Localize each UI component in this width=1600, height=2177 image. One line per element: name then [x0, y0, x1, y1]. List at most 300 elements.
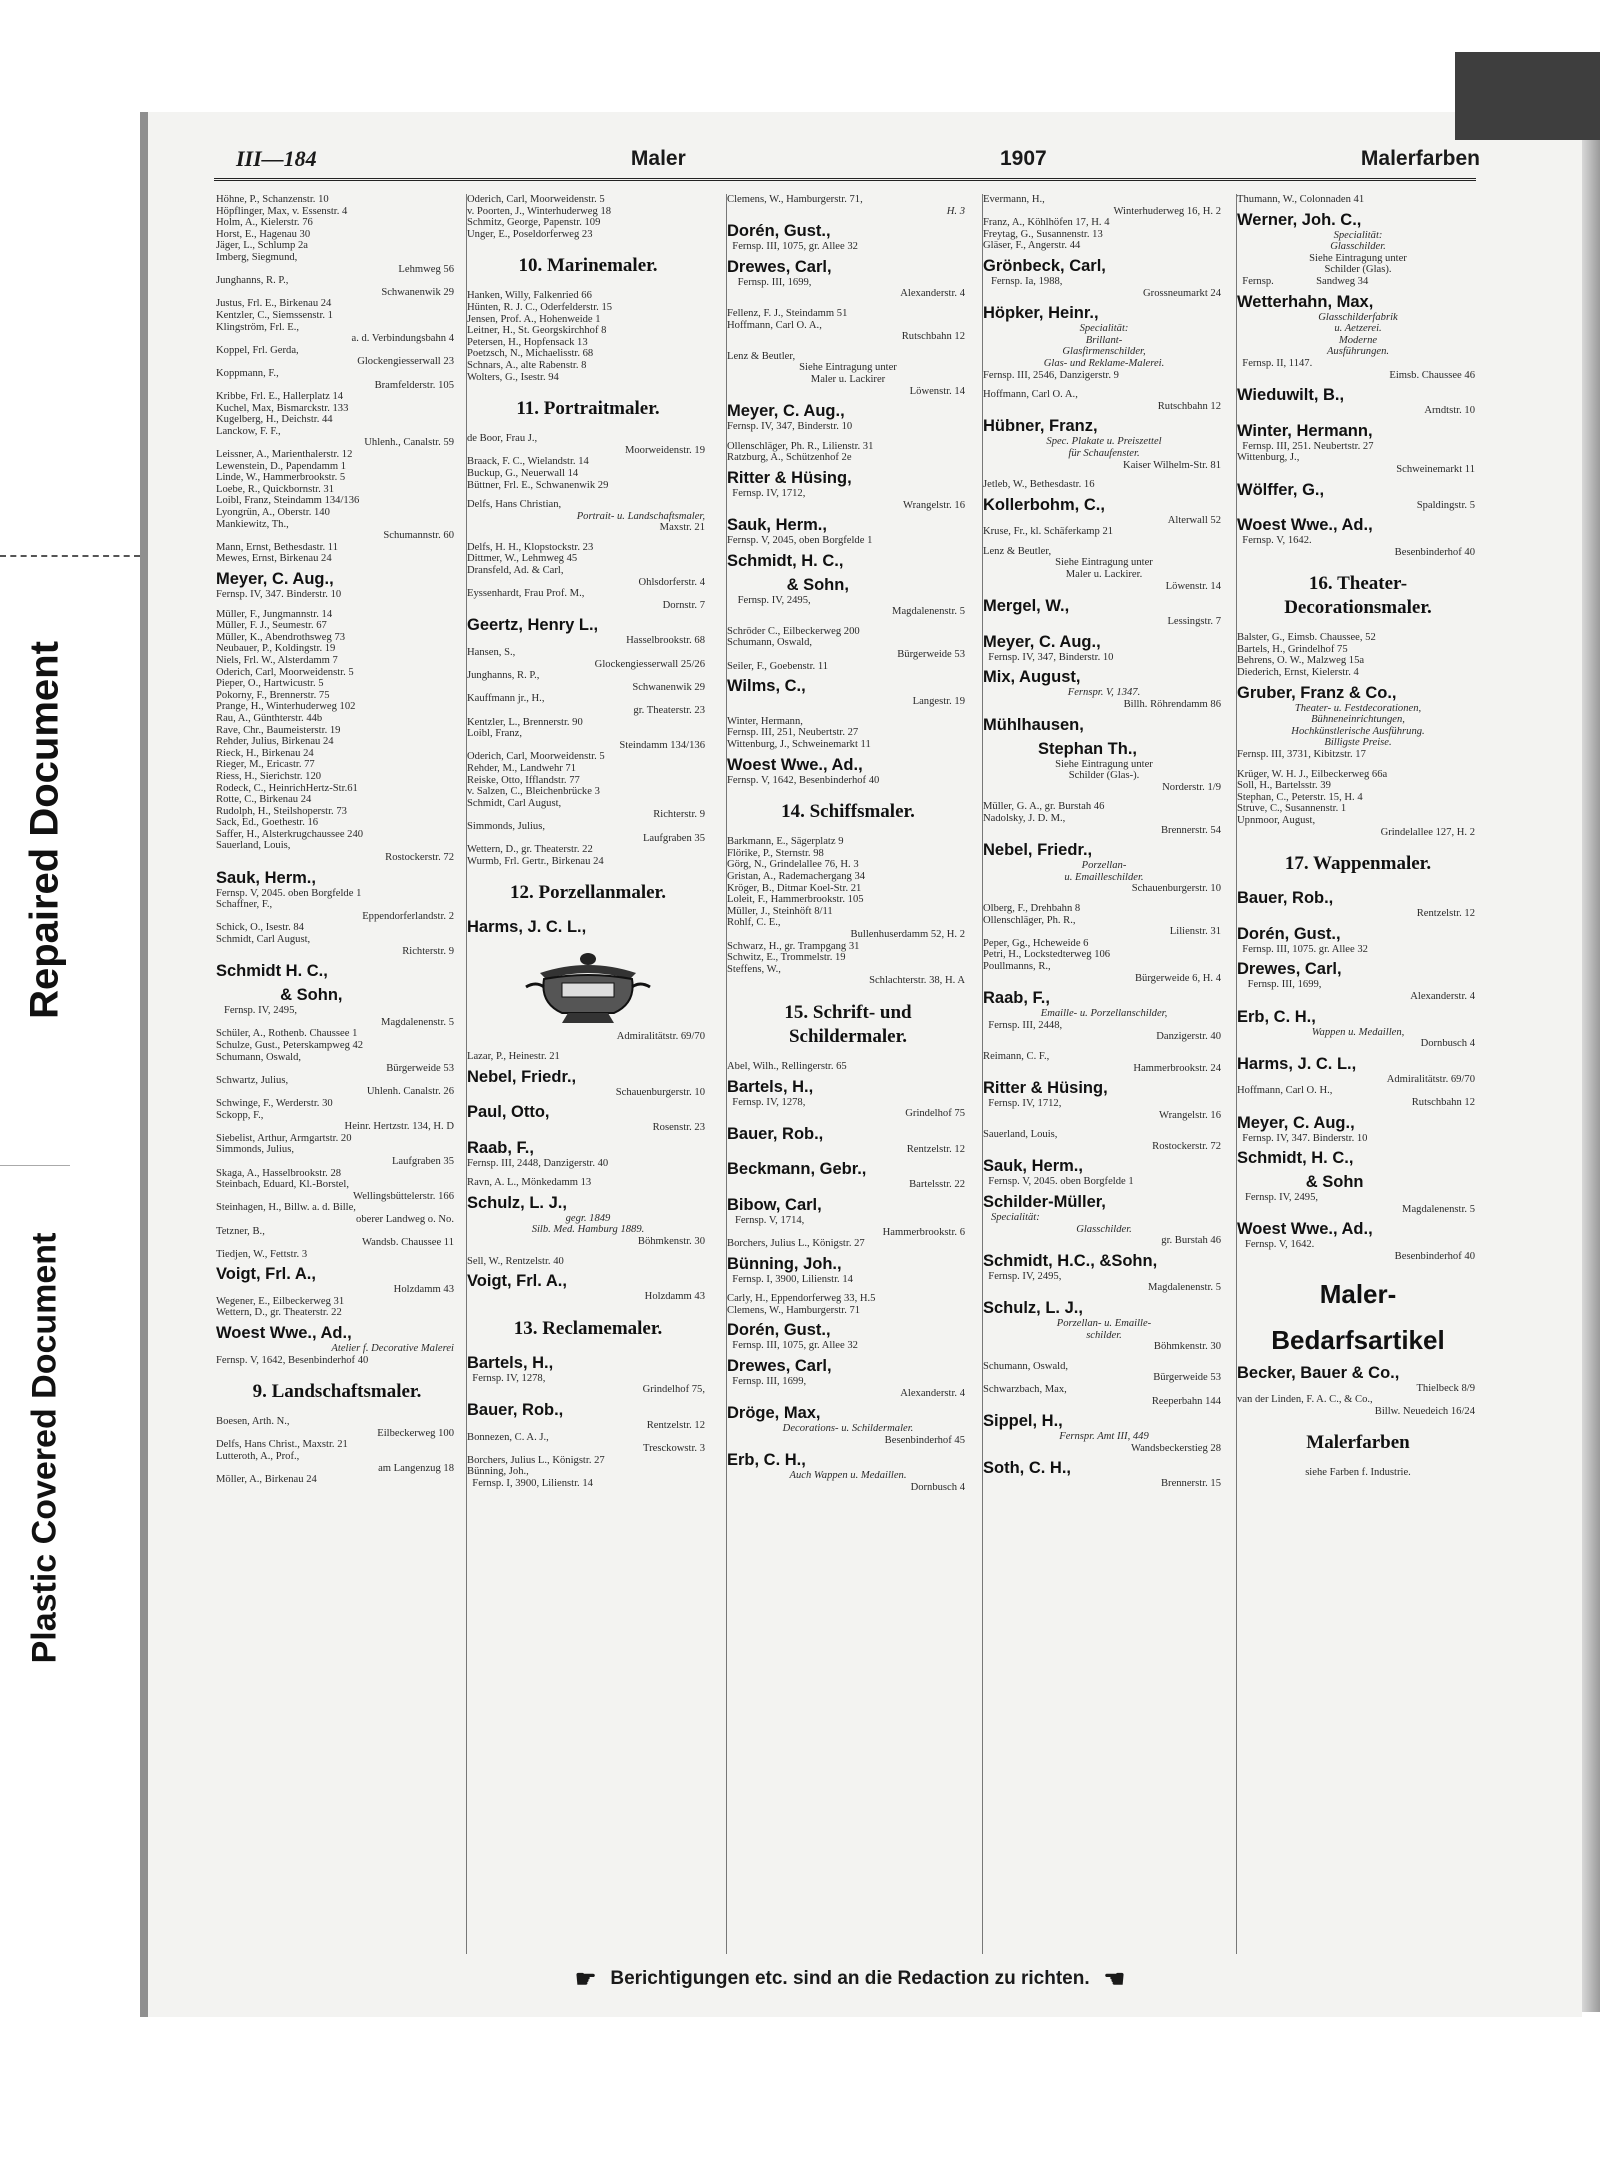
directory-entry: Peper, Gg., Hcheweide 6	[983, 937, 1089, 949]
directory-entry: Schlachterstr. 38, H. A	[869, 975, 965, 987]
spacer	[1237, 761, 1479, 769]
page-header	[236, 145, 1480, 173]
directory-entry: Siehe Eintragung unter	[1055, 557, 1153, 569]
directory-entry: Uhlenh. Canalstr. 26	[366, 1086, 454, 1098]
directory-entry: Horst, E., Hagenau 30	[216, 228, 311, 240]
firm-name: Bünning, Joh.,	[727, 1254, 842, 1273]
firm-name: Soth, C. H.,	[983, 1459, 1071, 1478]
firm-name: Kollerbohm, C.,	[983, 495, 1105, 514]
ad-heading: Bedarfsartikel	[1271, 1324, 1445, 1355]
directory-entry: Fernsp. IV, 2495,	[1237, 1192, 1319, 1204]
directory-entry: Alexanderstr. 4	[900, 288, 965, 300]
firm-name: Sauk, Herm.,	[727, 516, 827, 535]
firm-name: Wetterhahn, Max,	[1237, 292, 1374, 311]
directory-entry: Steinhagen, H., Billw. a. d. Bille,	[216, 1202, 356, 1214]
header-year: 1907	[999, 147, 1047, 170]
directory-entry: Alexanderstr. 4	[900, 1387, 965, 1399]
firm-name: Schulz, L. J.,	[983, 1299, 1083, 1318]
directory-entry: Schwanenwik 29	[632, 681, 705, 693]
pointing-hand-left-icon: ☛	[574, 1965, 597, 1993]
directory-entry: Barkmann, E., Sägerplatz 9	[727, 836, 844, 848]
side-label-panel	[0, 0, 90, 2177]
firm-name: Sauk, Herm.,	[216, 868, 316, 887]
directory-entry: Eimsb. Chaussee 46	[1389, 369, 1475, 381]
firm-name: Dorén, Gust.,	[727, 1321, 831, 1340]
directory-entry: Dornbusch 4	[1420, 1038, 1475, 1050]
directory-entry: Rieck, H., Birkenau 24	[216, 747, 314, 759]
directory-entry: Fellenz, F. J., Steindamm 51	[727, 307, 848, 319]
directory-entry: Schilder (Glas).	[1324, 264, 1392, 276]
directory-entry: für Schaufenster.	[1068, 447, 1140, 459]
spacer	[727, 433, 969, 441]
directory-entry: Portrait- u. Landschaftsmaler,	[576, 510, 705, 522]
tureen-figure	[467, 943, 709, 1029]
firm-name: Schmidt, H. C.,	[727, 551, 844, 570]
directory-entry: Fernsp. IV, 2495,	[727, 594, 811, 606]
directory-entry: Laufgraben 35	[391, 1155, 454, 1167]
directory-entry: Fernsp. V, 1642, Besenbinderhof 40	[727, 774, 880, 786]
directory-entry: Schaffner, F.,	[216, 899, 273, 911]
directory-entry: van der Linden, F. A. C., & Co.,	[1237, 1394, 1373, 1406]
directory-entry: Rostockerstr. 72	[385, 852, 454, 864]
directory-entry: Hammerbrookstr. 6	[882, 1226, 965, 1238]
directory-entry: Fernsp. II, 1147.	[1237, 357, 1313, 369]
directory-entry: Bullenhuserdamm 52, H. 2	[850, 928, 965, 940]
directory-entry: Fernsp. III, 251. Neubertstr. 27	[1237, 440, 1374, 452]
directory-entry: Ravn, A. L., Mönkedamm 13	[467, 1177, 592, 1189]
directory-entry: gr. Theaterstr. 23	[633, 705, 705, 716]
directory-entry: Siehe Eintragung unter	[1309, 252, 1407, 264]
directory-entry: Schmidt, Carl August,	[216, 934, 311, 946]
directory-entry: Eilbeckerweg 100	[377, 1427, 454, 1439]
directory-entry: Loebe, R., Quickbornstr. 31	[216, 483, 334, 495]
directory-entry: Fernsp. III, 1699,	[727, 276, 812, 288]
firm-name: Gruber, Franz & Co.,	[1237, 683, 1397, 702]
directory-entry: Borchers, Julius L., Königstr. 27	[467, 1454, 605, 1466]
directory-entry: Fernsp. V, 2045. oben Borgfelde 1	[216, 887, 362, 899]
directory-entry: Rehder, Julius, Birkenau 24	[216, 736, 334, 748]
directory-entry: Admiralitätstr. 69/70	[1386, 1073, 1475, 1085]
firm-name: Höpker, Heinr.,	[983, 304, 1099, 323]
directory-entry: Pokorny, F., Brennerstr. 75	[216, 689, 330, 701]
directory-entry: Seiler, F., Goebenstr. 11	[727, 660, 829, 672]
directory-entry: Möller, A., Birkenau 24	[216, 1474, 317, 1486]
directory-entry: Wolters, G., Isestr. 94	[467, 371, 559, 383]
directory-entry: Sauerland, Louis,	[216, 840, 291, 852]
directory-entry: Bürgerweide 6, H. 4	[1134, 972, 1221, 984]
directory-entry: Maler u. Lackirer.	[1065, 569, 1143, 581]
directory-entry: Borchers, Julius L., Königstr. 27	[727, 1238, 865, 1250]
directory-entry: Schwarzbach, Max,	[983, 1384, 1067, 1395]
directory-entry: Fernsp. I, 3900, Lilienstr. 14	[727, 1273, 853, 1285]
directory-entry: Rentzelstr. 12	[1416, 908, 1475, 920]
spacer	[467, 1248, 709, 1256]
directory-entry: gegr. 1849	[565, 1212, 611, 1224]
directory-entry: Dransfeld, Ad. & Carl,	[467, 565, 564, 577]
firm-name: Erb, C. H.,	[1237, 1007, 1316, 1026]
soup-tureen-illustration	[518, 943, 658, 1029]
directory-entry: Fernsp. V, 1642, Besenbinderhof 40	[216, 1354, 369, 1366]
directory-entry: Justus, Frl. E., Birkenau 24	[216, 298, 332, 310]
directory-entry: Delfs, Hans Christ., Maxstr. 21	[216, 1439, 348, 1451]
directory-entry: Schumann, Oswald,	[216, 1051, 302, 1063]
directory-entry: Rutschbahn 12	[1157, 400, 1221, 412]
firm-name: Becker, Bauer & Co.,	[1237, 1363, 1400, 1382]
firm-name: Schmidt, H. C.,	[1237, 1149, 1354, 1168]
directory-entry: Behrens, O. W., Malzweg 15a	[1237, 655, 1365, 667]
directory-entry: H. 3	[946, 205, 965, 217]
directory-entry: Wurmb, Frl. Gertr., Birkenau 24	[467, 855, 604, 867]
firm-name: Bauer, Rob.,	[467, 1401, 564, 1420]
directory-entry: Moorweidenstr. 19	[624, 444, 705, 456]
directory-entry: Jäger, L., Schlump 2a	[216, 240, 308, 252]
directory-entry: Bünning, Joh.,	[467, 1466, 529, 1478]
directory-entry: Wittenburg, J., Schweinemarkt 11	[727, 739, 871, 751]
directory-entry: Delfs, H. H., Klopstockstr. 23	[467, 541, 594, 553]
directory-column-3	[726, 194, 969, 1954]
directory-entry: Abel, Wilh., Rellingerstr. 65	[727, 1060, 847, 1072]
directory-entry: Glasschilder.	[1330, 241, 1386, 253]
directory-entry: Gristan, A., Rademachergang 34	[727, 871, 866, 882]
header-right-word: Malerfarben	[1360, 147, 1480, 170]
page-binding-edge	[140, 112, 148, 2017]
directory-entry: Fernsp. V, 1642.	[1237, 1239, 1315, 1251]
directory-entry: Glockengiesserwall 23	[357, 356, 454, 368]
directory-entry: Kaiser Wilhelm-Str. 81	[1123, 459, 1221, 471]
directory-entry: Loibl, Franz, Steindamm 134/136	[216, 495, 360, 507]
directory-entry: Wappen u. Medaillen,	[1311, 1026, 1405, 1038]
directory-entry: Rudolph, H., Steilshoperstr. 73	[216, 805, 347, 817]
firm-name: Sauk, Herm.,	[983, 1157, 1083, 1176]
directory-entry: Klingström, Frl. E.,	[216, 321, 299, 333]
directory-entry: Fernsp. IV, 1278,	[727, 1096, 806, 1108]
directory-entry: Fernsp. V, 2045, oben Borgfelde 1	[727, 535, 873, 547]
directory-entry: Olberg, F., Drehbahn 8	[983, 902, 1081, 914]
directory-entry: Franz, A., Köhlhöfen 17, H. 4	[983, 217, 1110, 229]
directory-entry: Thumann, W., Colonnaden 41	[1237, 194, 1365, 205]
directory-entry: Clemens, W., Hamburgerstr. 71	[727, 1304, 861, 1316]
directory-entry: Sckopp, F.,	[216, 1109, 264, 1121]
firm-name: Wieduwilt, B.,	[1237, 386, 1345, 405]
section-heading: 17. Wappenmaler.	[1284, 853, 1432, 875]
firm-name: Bauer, Rob.,	[727, 1124, 824, 1143]
directory-entry: Kugelberg, H., Deichstr. 44	[216, 414, 333, 426]
directory-entry: Bürgerweide 53	[386, 1063, 454, 1075]
directory-entry: Balster, G., Eimsb. Chaussee, 52	[1237, 632, 1376, 644]
directory-entry: v. Salzen, C., Bleichenbrücke 3	[467, 786, 600, 798]
directory-entry: Stephan, C., Peterstr. 15, H. 4	[1237, 791, 1363, 803]
spacer	[216, 601, 458, 609]
directory-entry: Siehe Eintragung unter	[1055, 758, 1153, 770]
directory-entry: Struve, C., Susannenstr. 1	[1237, 803, 1347, 815]
directory-entry: Siebelist, Arthur, Armgartstr. 20	[216, 1132, 352, 1144]
firm-name: Werner, Joh. C.,	[1237, 210, 1362, 229]
directory-entry: gr. Burstah 46	[1161, 1235, 1221, 1247]
directory-entry: schilder.	[1086, 1329, 1122, 1341]
directory-entry: Lenz & Beutler,	[983, 545, 1052, 557]
firm-name: Hübner, Franz,	[983, 417, 1098, 436]
directory-entry: Glasschilder.	[1076, 1223, 1132, 1235]
directory-entry: Fernsp. III, 1075, gr. Allee 32	[727, 241, 858, 253]
directory-entry: Brillant-	[1085, 334, 1123, 346]
directory-entry: Lyongrün, A., Oberstr. 140	[216, 507, 330, 519]
firm-name: Dorén, Gust.,	[1237, 924, 1341, 943]
directory-entry: Görg, N., Grindelallee 76, H. 3	[727, 859, 859, 871]
directory-entry: Kauffmann jr., H.,	[467, 693, 545, 705]
directory-entry: Loleit, F., Hammerbrookstr. 105	[727, 894, 864, 906]
section-heading: 9. Landschaftsmaler.	[252, 1381, 422, 1403]
directory-entry: Fernsp. I, 3900, Lilienstr. 14	[467, 1478, 593, 1489]
directory-entry: Schmitz, George, Papenstr. 109	[467, 217, 601, 229]
directory-entry: Heinr. Hertzstr. 134, H. D	[344, 1121, 454, 1133]
directory-entry: Richterstr. 9	[402, 945, 454, 957]
directory-entry: Fernsp. III, 2448, Danzigerstr. 40	[467, 1157, 609, 1169]
directory-entry: Kruse, Fr., kl. Schäferkamp 21	[983, 526, 1114, 538]
directory-entry: Junghanns, R. P.,	[467, 670, 540, 682]
directory-entry: Eyssenhardt, Frau Prof. M.,	[467, 588, 585, 600]
directory-entry: Ollenschläger, Ph. R.,	[983, 914, 1076, 926]
directory-entry: Steinbach, Eduard, Kl.-Borstel,	[216, 1179, 349, 1191]
firm-name: Nebel, Friedr.,	[983, 841, 1093, 860]
directory-entry: Oderich, Carl, Moorweidenstr. 5	[467, 751, 605, 763]
directory-entry: Koppmann, F.,	[216, 367, 279, 379]
directory-entry: a. d. Verbindungsbahn 4	[351, 333, 454, 345]
directory-entry: Mewes, Ernst, Birkenau 24	[216, 553, 332, 565]
directory-entry: Schwarz, H., gr. Trampgang 31	[727, 940, 860, 952]
spacer	[467, 534, 709, 542]
firm-name: Schmidt, H.C., &Sohn,	[983, 1251, 1158, 1270]
directory-entry: Poullmanns, R.,	[983, 960, 1051, 972]
directory-entry: Müller, G. A., gr. Burstah 46	[983, 801, 1105, 813]
directory-entry: Specialität:	[983, 1212, 1040, 1224]
firm-name: Beckmann, Gebr.,	[727, 1160, 867, 1179]
directory-entry: Silb. Med. Hamburg 1889.	[531, 1224, 645, 1236]
spacer	[983, 381, 1225, 389]
directory-entry: Bürgerweide 53	[897, 649, 965, 661]
directory-entry: Fernsp. III, 3731, Kibitzstr. 17	[1237, 749, 1366, 761]
directory-entry: Fernsp. III, 1075, gr. Allee 32	[727, 1340, 858, 1352]
directory-entry: Fernsp. IV, 347. Binderstr. 10	[216, 589, 342, 600]
directory-entry: Norderstr. 1/9	[1162, 781, 1221, 793]
directory-entry: Decorations- u. Schildermaler.	[782, 1423, 914, 1435]
directory-entry: Arndtstr. 10	[1424, 405, 1475, 417]
spacer	[727, 618, 969, 626]
directory-entry: Rutschbahn 12	[1411, 1096, 1475, 1108]
firm-name: Voigt, Frl. A.,	[467, 1272, 567, 1291]
directory-entry: Lutteroth, A., Prof.,	[216, 1451, 300, 1463]
firm-name: Schmidt H. C.,	[216, 962, 328, 981]
directory-entry: Kentzler, L., Brennerstr. 90	[467, 716, 583, 728]
firm-name: & Sohn	[1237, 1173, 1364, 1192]
directory-entry: Steffens, W.,	[727, 963, 781, 975]
firm-name: Woest Wwe., Ad.,	[727, 755, 863, 774]
directory-entry: Sell, W., Rentzelstr. 40	[467, 1255, 564, 1267]
directory-entry: Schumannstr. 60	[383, 530, 454, 542]
directory-entry: Gläser, F., Angerstr. 44	[983, 240, 1081, 252]
directory-entry: Schwitz, E., Trommelstr. 19	[727, 952, 846, 964]
directory-entry: Magdalenenstr. 5	[381, 1016, 454, 1028]
directory-entry: Müller, J., Steinhöft 8/11	[727, 905, 833, 917]
directory-entry: Fernsp. V, 1642.	[1237, 535, 1312, 547]
directory-entry: Bartels, H., Grindelhof 75	[1237, 643, 1348, 655]
section-heading: 10. Marinemaler.	[518, 255, 658, 277]
spacer	[467, 491, 709, 499]
directory-entry: Wandsb. Chaussee 11	[361, 1237, 454, 1249]
firm-name: Woest Wwe., Ad.,	[1237, 516, 1373, 535]
directory-entry: Specialität:	[1079, 323, 1129, 335]
directory-entry: Diederich, Ernst, Kielerstr. 4	[1237, 667, 1359, 679]
directory-entry: Kuchel, Max, Bismarckstr. 133	[216, 402, 349, 414]
directory-entry: Lanckow, F. F.,	[216, 425, 281, 437]
spacer	[983, 1043, 1225, 1051]
directory-entry: Petersen, H., Hopfensack 13	[467, 336, 588, 348]
firm-name: Stephan Th.,	[983, 739, 1138, 758]
firm-name: Geertz, Henry L.,	[467, 616, 599, 635]
directory-entry: Admiralitätstr. 69/70	[616, 1031, 705, 1043]
directory-entry: Grindelhof 75	[905, 1108, 965, 1120]
directory-entry: Hammerbrookstr. 24	[1133, 1062, 1221, 1074]
directory-entry: Fernsp. IV, 347, Binderstr. 10	[727, 421, 853, 433]
section-heading: 15. Schrift- und Schildermaler.	[784, 1001, 912, 1047]
directory-entry: Fernsp. Ia, 1988,	[983, 275, 1063, 287]
directory-entry: Thielbeck 8/9	[1416, 1382, 1475, 1394]
directory-entry: Fernspr. V, 1347.	[1067, 687, 1141, 699]
directory-entry: Wittenburg, J.,	[1237, 452, 1300, 464]
directory-entry: Mann, Ernst, Bethesdastr. 11	[216, 541, 339, 553]
spacer	[467, 1169, 709, 1177]
directory-entry: Schweinemarkt 11	[1396, 463, 1475, 475]
directory-entry: Niels, Frl. W., Alsterdamm 7	[216, 654, 338, 666]
directory-entry: Besenbinderhof 40	[1394, 546, 1475, 558]
firm-name: Ritter & Hüsing,	[727, 468, 852, 487]
firm-name: Meyer, C. Aug.,	[1237, 1113, 1355, 1132]
directory-entry: Ratzburg, A., Schützenhof 2e	[727, 452, 852, 464]
directory-entry: Büttner, Frl. E., Schwanenwik 29	[467, 479, 609, 491]
cut-marker-line	[0, 555, 140, 557]
spacer	[983, 1121, 1225, 1129]
directory-entry: Holm, A., Kielerstr. 76	[216, 217, 313, 229]
directory-entry: Brennerstr. 54	[1160, 824, 1221, 836]
directory-entry: Holzdamm 43	[393, 1284, 454, 1296]
directory-entry: Spaldingstr. 5	[1416, 499, 1475, 511]
directory-entry: Oderich, Carl, Moorweidenstr. 5	[467, 194, 605, 205]
directory-entry: Rieger, M., Ericastr. 77	[216, 759, 315, 771]
directory-entry: Eppendorferlandstr. 2	[362, 910, 454, 922]
directory-entry: Fernsp. V, 1714,	[727, 1214, 805, 1226]
directory-entry: u. Aetzerei.	[1334, 323, 1382, 335]
firm-name: Meyer, C. Aug.,	[216, 570, 334, 588]
directory-entry: Magdalenenstr. 5	[892, 606, 965, 618]
firm-name: Raab, F.,	[467, 1138, 534, 1157]
firm-name: Drewes, Carl,	[1237, 960, 1342, 979]
pointing-hand-right-icon: ☚	[1103, 1965, 1126, 1993]
directory-entry: Rosenstr. 23	[652, 1122, 705, 1134]
spacer	[983, 471, 1225, 479]
directory-entry: Alexanderstr. 4	[1410, 990, 1475, 1002]
firm-name: Dröge, Max,	[727, 1404, 821, 1423]
directory-entry: Löwenstr. 14	[1165, 580, 1221, 592]
directory-entry: Lewenstein, D., Papendamm 1	[216, 460, 347, 472]
directory-entry: Richterstr. 9	[653, 809, 705, 821]
directory-entry: Höpflinger, Max, v. Essenstr. 4	[216, 205, 348, 217]
directory-entry: Grindelhof 75,	[642, 1384, 705, 1396]
directory-entry: Lessingstr. 7	[1167, 616, 1221, 628]
firm-name: Woest Wwe., Ad.,	[216, 1324, 352, 1343]
directory-entry: Specialität:	[1333, 229, 1383, 241]
directory-entry: Prange, H., Winterhuderweg 102	[216, 701, 356, 713]
directory-entry: Fernsp. III, 1699,	[727, 1376, 807, 1388]
directory-entry: Fernsp. IV, 1278,	[467, 1372, 546, 1384]
directory-entry: Nadolsky, J. D. M.,	[983, 813, 1066, 824]
directory-entry: Müller, K., Abendrothsweg 73	[216, 631, 346, 643]
directory-entry: Fernspr. Amt III, 449	[1059, 1431, 1149, 1443]
repaired-document-label: Repaired Document	[22, 641, 67, 1019]
directory-entry: u. Emailleschilder.	[1064, 871, 1144, 883]
directory-entry: Besenbinderhof 45	[884, 1434, 965, 1446]
spacer	[467, 1043, 709, 1051]
directory-entry: Pieper, O., Hartwicustr. 5	[216, 678, 324, 690]
directory-entry: Wettern, D., gr. Theaterstr. 22	[467, 844, 593, 856]
directory-entry: Flörike, P., Sternstr. 98	[727, 847, 824, 859]
firm-name: Drewes, Carl,	[727, 1357, 832, 1376]
directory-entry: Hoffmann, Carl O. A.,	[727, 319, 822, 331]
directory-entry: Schick, O., Isestr. 84	[216, 922, 304, 934]
section-heading: 14. Schiffsmaler.	[781, 801, 915, 823]
directory-entry: Reimann, C. F.,	[983, 1050, 1050, 1062]
directory-entry: Carly, H., Eppendorferweg 33, H.5	[727, 1293, 876, 1305]
directory-entry: Jetleb, W., Bethesdastr. 16	[983, 479, 1095, 491]
directory-entry: Delfs, Hans Christian,	[467, 499, 562, 511]
directory-entry: Rohlf, C. E.,	[727, 917, 781, 929]
directory-entry: Saffer, H., Alsterkrugchaussee 240	[216, 828, 364, 840]
directory-entry: Tetzner, B.,	[216, 1225, 265, 1237]
divider-line	[0, 1165, 70, 1166]
directory-entry: Sauerland, Louis,	[983, 1129, 1058, 1141]
directory-entry: Reeperbahn 144	[1151, 1395, 1221, 1407]
directory-entry: Höhne, P., Schanzenstr. 10	[216, 194, 329, 205]
directory-entry: Hanken, Willy, Falkenried 66	[467, 290, 592, 302]
directory-entry: Schwinge, F., Werderstr. 30	[216, 1097, 333, 1109]
firm-name: Winter, Hermann,	[1237, 421, 1373, 440]
directory-entry: Fernsp. IV, 2495,	[216, 1005, 298, 1017]
directory-entry: Magdalenenstr. 5	[1402, 1203, 1475, 1215]
directory-entry: Tresckowstr. 3	[643, 1443, 705, 1455]
directory-entry: Fernsp. III, 2448,	[983, 1019, 1063, 1031]
directory-entry: de Boor, Frau J.,	[467, 433, 538, 445]
directory-entry: Poetzsch, N., Michaelisstr. 68	[467, 348, 594, 360]
page-number: III—184	[236, 146, 317, 171]
directory-entry: Bartelsstr. 22	[909, 1179, 965, 1191]
directory-entry: Schwartz, Julius,	[216, 1074, 289, 1086]
directory-entry: Schauenburgerstr. 10	[1131, 883, 1221, 895]
directory-entry: Mankiewitz, Th.,	[216, 518, 289, 530]
spacer	[983, 538, 1225, 546]
directory-entry: Rentzelstr. 12	[906, 1143, 965, 1155]
directory-column-1	[216, 194, 458, 1954]
book-spine	[1582, 52, 1600, 2012]
firm-name: Grönbeck, Carl,	[983, 256, 1106, 275]
directory-entry: Winter, Hermann,	[727, 715, 803, 727]
firm-name: Mühlhausen,	[983, 715, 1084, 734]
directory-entry: Böhmkenstr. 30	[637, 1236, 705, 1248]
directory-entry: Holzdamm 43	[644, 1291, 705, 1303]
directory-entry: Hochkünstlerische Ausführung.	[1291, 725, 1425, 737]
firm-name: Harms, J. C. L.,	[1237, 1054, 1357, 1073]
directory-entry: Simmonds, Julius,	[467, 820, 545, 832]
directory-entry: Fernsp. IV, 2495,	[983, 1270, 1062, 1282]
section-heading: Malerfarben	[1306, 1432, 1410, 1454]
directory-entry: Leitner, H., St. Georgskirchhof 8	[467, 325, 607, 337]
